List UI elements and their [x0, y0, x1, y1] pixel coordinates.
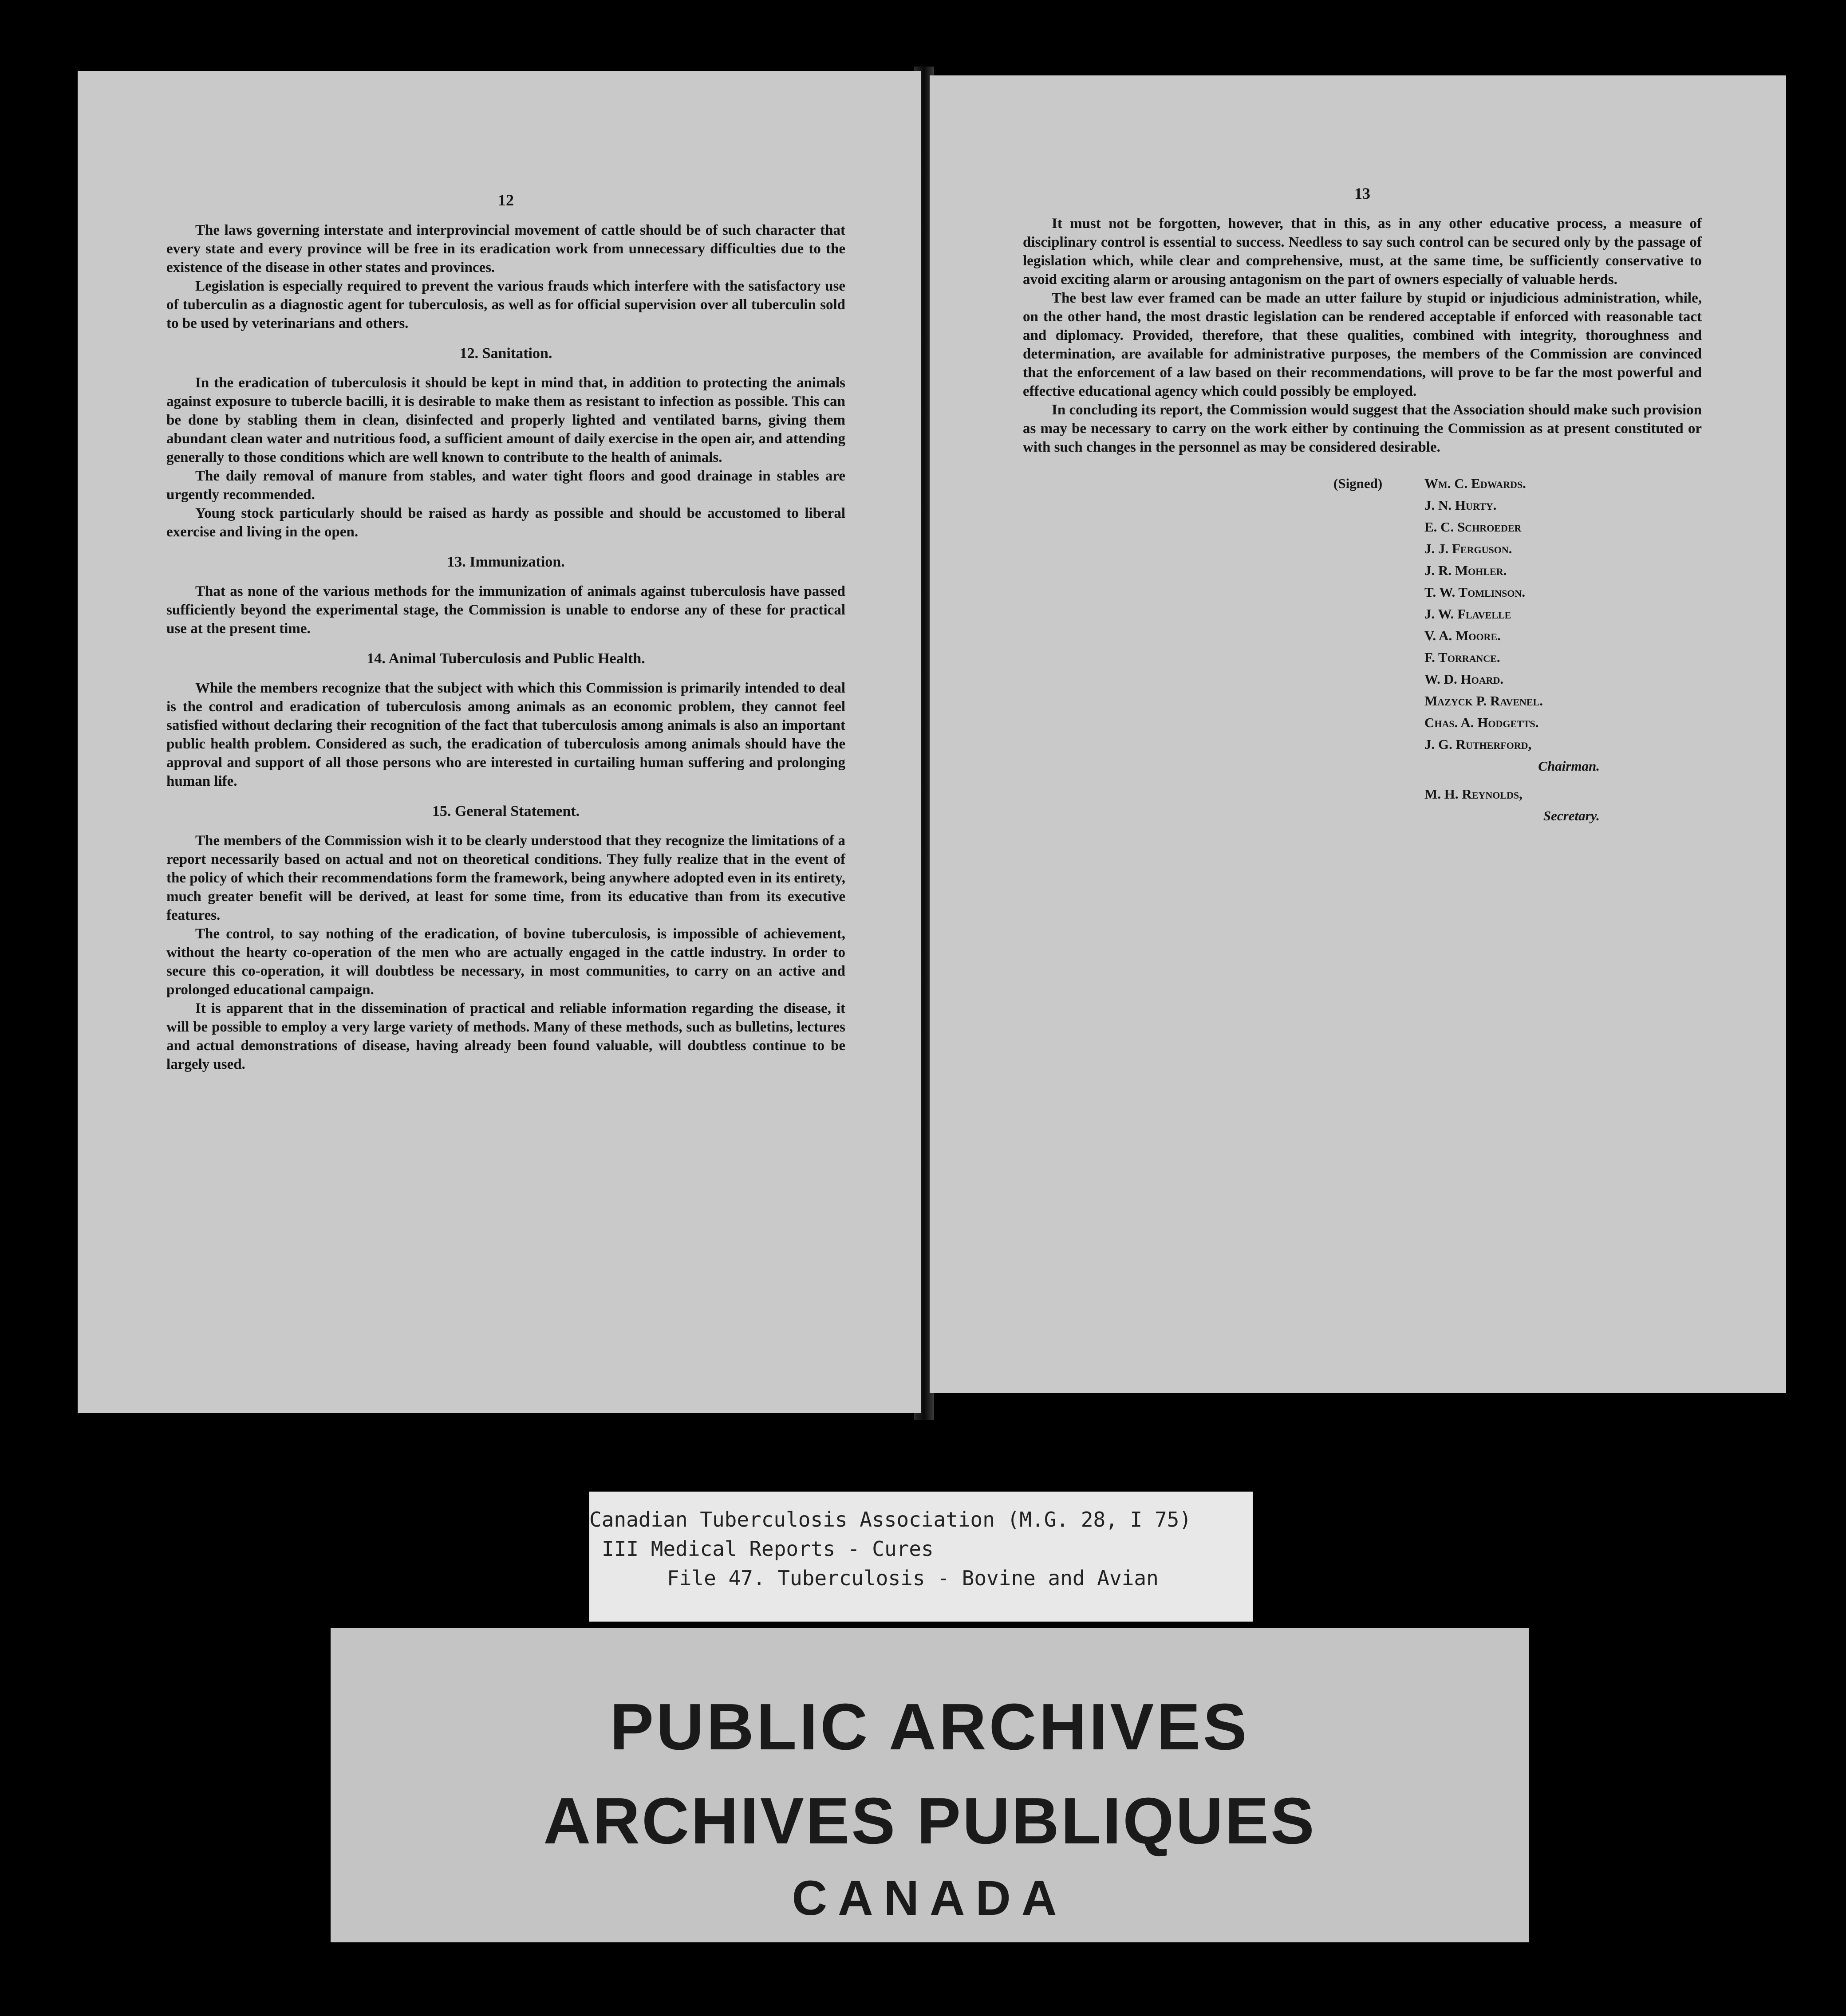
signer-name: Chas. A. Hodgetts. [1424, 715, 1539, 730]
paragraph: It must not be forgotten, however, that in this, as in any other educative process, a measure of disciplinary control is essential to success. Needless to say such control can be secured only by the passage of legislation which, while clear and comprehensive, must, at the same time, be sufficiently conservative to avoid exciting alarm or arousing antagonism on the part of owners especially of valuable herds. [1023, 216, 1702, 287]
signer-name: Mazyck P. Ravenel. [1424, 693, 1543, 709]
left-page [78, 71, 921, 1413]
signer-name: F. Torrance. [1424, 650, 1500, 665]
archive-label-line: File 47. Tuberculosis - Bovine and Avian [667, 1566, 1159, 1590]
archive-label-line: III Medical Reports - Cures [602, 1537, 934, 1561]
signer-name: J. W. Flavelle [1424, 606, 1511, 622]
paragraph: It is apparent that in the dissemination of practical and reliable information regarding the disease, it will be possible to employ a very large variety of methods. Many of these methods, such as bulletins, lectures and actual demonstrations of disease, having already been found valuable, will doubtless continue to be largely used. [166, 1000, 845, 1072]
paragraph: The control, to say nothing of the eradication, of bovine tuberculosis, is impossible of achievement, without the hearty co-operation of the men who are actually engaged in the cattle industry. In order to secure this co-operation, it will doubtless be necessary, in most communities, to carry on an active and prolonged educational campaign. [166, 926, 845, 998]
section-heading: 12. Sanitation. [459, 345, 552, 362]
page-number: 13 [1354, 185, 1370, 202]
paragraph: Legislation is especially required to prevent the various frauds which interfere with the satisfactory use of tuberculin as a diagnostic agent for tuberculosis, as well as for official supervision over all tuberculin sold to be used by veterinarians and others. [166, 278, 845, 331]
paragraph: The laws governing interstate and interprovincial movement of cattle should be of such character that every state and every province will be free in its eradication work from unnecessary difficulties due to the existence of the disease in other states and provinces. [166, 222, 845, 276]
signer-name: W. D. Hoard. [1424, 671, 1504, 687]
archive-label-line: Canadian Tuberculosis Association (M.G. 28, I 75) [589, 1508, 1192, 1532]
signer-list [1424, 472, 1702, 827]
signer-name: J. J. Ferguson. [1424, 541, 1512, 556]
signer-name: J. N. Hurty. [1424, 497, 1497, 513]
signer-name: E. C. Schroeder [1424, 519, 1522, 535]
signature-block [1023, 472, 1702, 827]
paragraph: The members of the Commission wish it to be clearly understood that they recognize the limitations of a report necessarily based on actual and not on theoretical conditions. They fully realize that in the event of the policy of which their recommendations form the framework, being anywhere adopted even in its entirety, much greater benefit will be derived, at least for some time, from its educative than from its executive features. [166, 833, 845, 923]
banner-line-english: PUBLIC ARCHIVES [610, 1690, 1250, 1764]
signer-name: J. R. Mohler. [1424, 563, 1507, 578]
paragraph: The best law ever framed can be made an utter failure by stupid or injudicious administration, while, on the other hand, the most drastic legislation can be rendered acceptable if enforced with reasonable tact and diplomacy. Provided, therefore, that these qualities, combined with integrity, thoroughness and determination, are available for administrative purposes, the members of the Commission are convinced that the enforcement of a law based on their recommendations, will prove to be far the most powerful and effective educational agency which could possibly be employed. [1023, 290, 1702, 399]
section-heading: 13. Immunization. [447, 554, 565, 570]
paragraph: Young stock particularly should be raised as hardy as possible and should be accustomed to liberal exercise and living in the open. [166, 505, 845, 540]
signer-name: T. W. Tomlinson. [1424, 584, 1526, 600]
banner-line-country: CANADA [792, 1871, 1068, 1925]
archive-label-card [589, 1492, 1253, 1622]
section-heading: 14. Animal Tuberculosis and Public Health. [367, 650, 645, 667]
section-heading: 15. General Statement. [432, 803, 580, 819]
paragraph: In concluding its report, the Commission would suggest that the Association should make such provision as may be necessary to carry on the work either by continuing the Commission as at present constituted or with such changes in the personnel as may be considered desirable. [1023, 402, 1702, 455]
page-number: 12 [498, 191, 514, 209]
chairman-role: Chairman. [1538, 758, 1600, 774]
public-archives-banner [331, 1628, 1529, 1942]
right-page [930, 75, 1786, 1393]
paragraph: In the eradication of tuberculosis it should be kept in mind that, in addition to protecting the animals against exposure to tubercle bacilli, it is desirable to make them as resistant to infection as possible. This can be done by stabling them in clean, disinfected and properly lighted and ventilated barns, giving them abundant clean water and nutritious food, a sufficient amount of daily exercise in the open air, and attending generally to those conditions which are well known to contribute to the health of animals. [166, 375, 845, 465]
secretary-role: Secretary. [1543, 808, 1600, 823]
signer-name: Wm. C. Edwards. [1424, 476, 1526, 491]
paragraph: The daily removal of manure from stables, and water tight floors and good drainage in stables are urgently recommended. [166, 468, 845, 503]
signer-name: V. A. Moore. [1424, 628, 1501, 643]
paragraph: That as none of the various methods for the immunization of animals against tuberculosis have passed sufficiently beyond the experimental stage, the Commission is unable to endorse any of these for practical use at the present time. [166, 583, 845, 637]
signer-name: J. G. Rutherford, [1424, 736, 1532, 752]
secretary-name: M. H. Reynolds, [1424, 786, 1523, 802]
paragraph: While the members recognize that the subject with which this Commission is primarily intended to deal is the control and eradication of tuberculosis among animals as an economic problem, they cannot feel satisfied without declaring their recognition of the fact that tuberculosis among animals is also an important public health problem. Considered as such, the eradication of tuberculosis among animals should have the approval and support of all those persons who are interested in curtailing human suffering and prolonging human life. [166, 680, 845, 789]
banner-line-french: ARCHIVES PUBLIQUES [543, 1784, 1316, 1858]
signed-label: (Signed) [1333, 476, 1383, 491]
